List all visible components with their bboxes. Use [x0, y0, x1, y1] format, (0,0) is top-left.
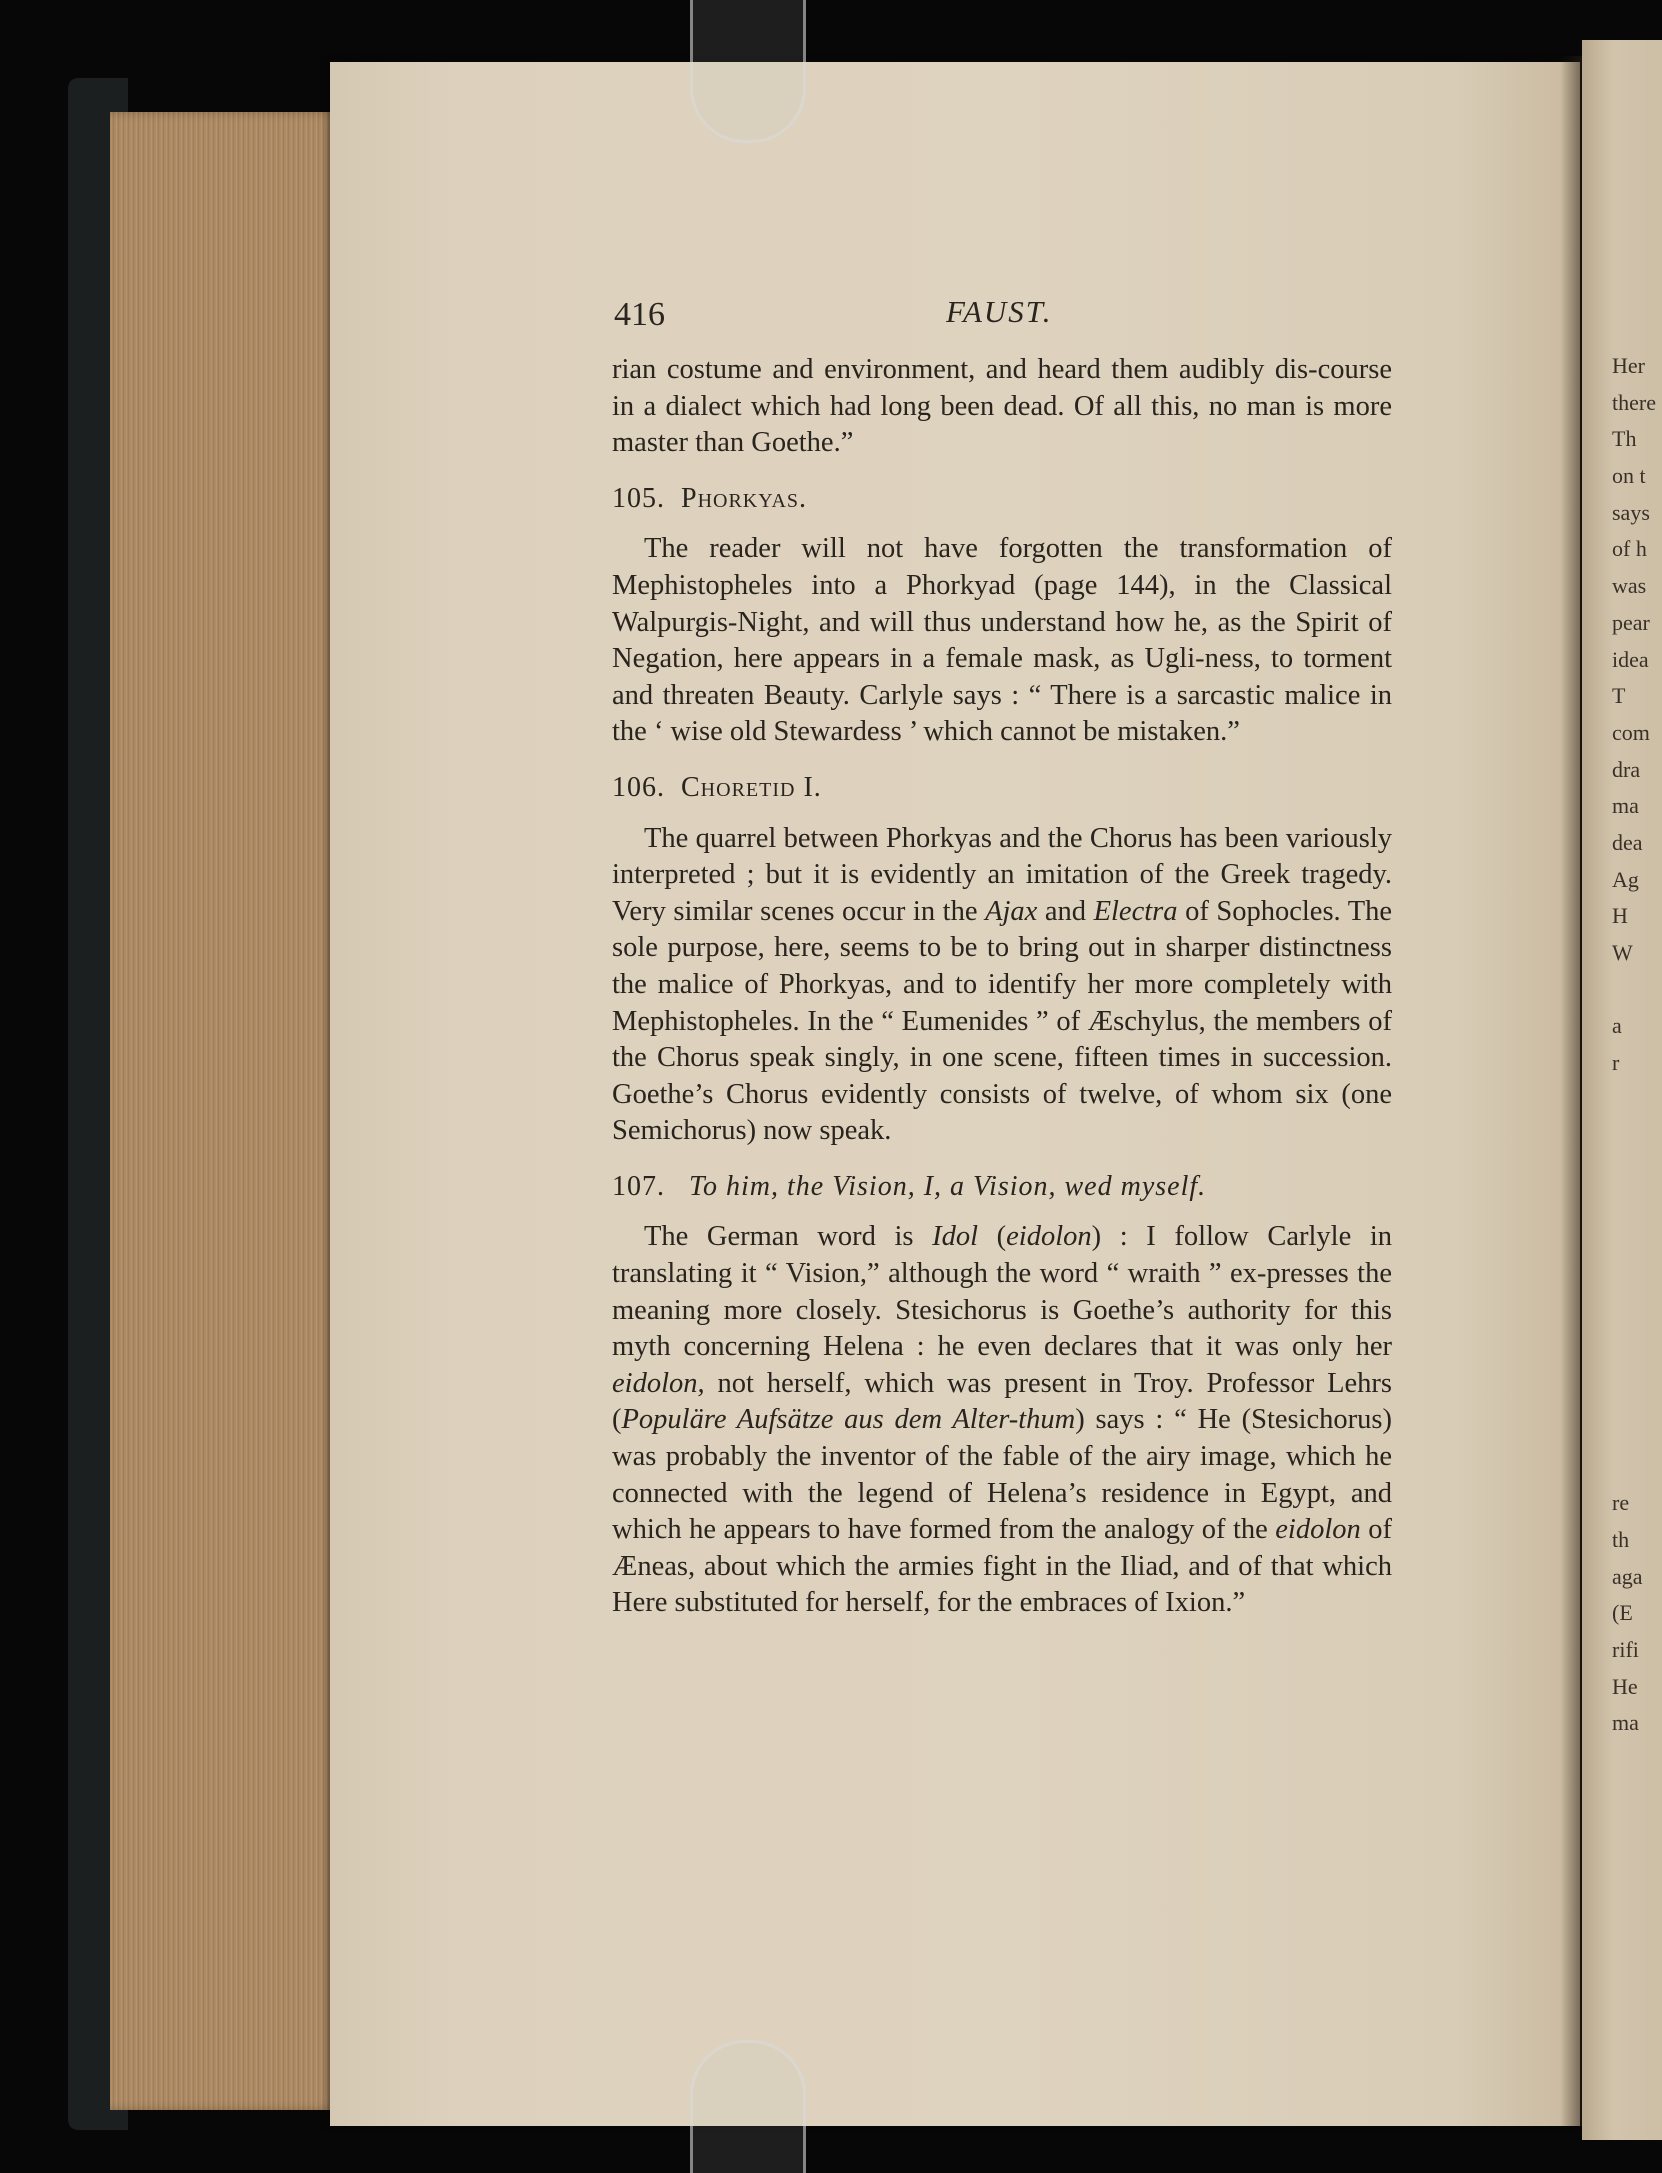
running-title: FAUST. — [946, 294, 1053, 329]
note-106-body: The quarrel between Phorkyas and the Chorus has been variously interpreted ; but it is evidently an imitation of the Greek tragedy. Very similar scenes occur in the Ajax and Electra of Sophocles. The sole purpose, here, seems to be to bring out in sharper distinctness the malice of Phorkyas, and to identify her more completely with Mephistopheles. In the “ Eumenides ” of Æschylus, the members of the Chorus speak singly, in one scene, fifteen times in succession. Goethe’s Chorus evidently consists of twelve, of whom six (one Semichorus) now speak. — [612, 822, 1393, 1147]
page-gutter — [1560, 56, 1582, 2126]
note-105-heading: 105. Phorkyas. — [612, 482, 808, 514]
page-number: 416 — [614, 296, 665, 333]
note-105-body: The reader will not have forgotten the transformation of Mephistopheles into a Phorkyad (page 144), in the Classical Walpurgis-Night, and will thus understand how he, as the Spirit of Negation, here appears in a female mask, as Ugli-ness, to torment and threaten Beauty. Carlyle says : “ There is a sarcastic malice in the ‘ wise old Stewardess ’ which cannot be mistaken.” — [612, 533, 1392, 748]
page-text — [612, 352, 1392, 1622]
page-clip-top — [690, 0, 806, 143]
page-stack-edges — [110, 112, 338, 2110]
note-107-heading: 107. To him, the Vision, I, a Vision, wed myself. — [612, 1170, 1207, 1202]
note-106-heading: 106. Choretid I. — [612, 771, 822, 803]
intro-paragraph: rian costume and environment, and heard them audibly dis-course in a dialect which had long been dead. Of all this, no man is more master than Goethe.” — [612, 354, 1392, 459]
facing-page-text: Her there Th on t says of h was pear idea T com dra ma dea Ag H W a r re th aga (E rifi He ma — [1612, 353, 1656, 1736]
page-clip-bottom — [690, 2040, 806, 2173]
running-head — [614, 296, 1400, 344]
note-107-body: The German word is Idol (eidolon) : I follow Carlyle in translating it “ Vision,” although the word “ wraith ” ex-presses the meaning more closely. Stesichorus is Goethe’s authority for this myth concerning Helena : he even declares that it was only her eidolon, not herself, which was present in Troy. Professor Lehrs (Populäre Aufsätze aus dem Alter-thum) says : “ He (Stesichorus) was probably the inventor of the fable of the airy image, which he connected with the legend of Helena’s residence in Egypt, and which he appears to have formed from the analogy of the eidolon of Æneas, about which the armies fight in the Iliad, and of that which Here substituted for herself, for the embraces of Ixion.” — [612, 1221, 1393, 1619]
